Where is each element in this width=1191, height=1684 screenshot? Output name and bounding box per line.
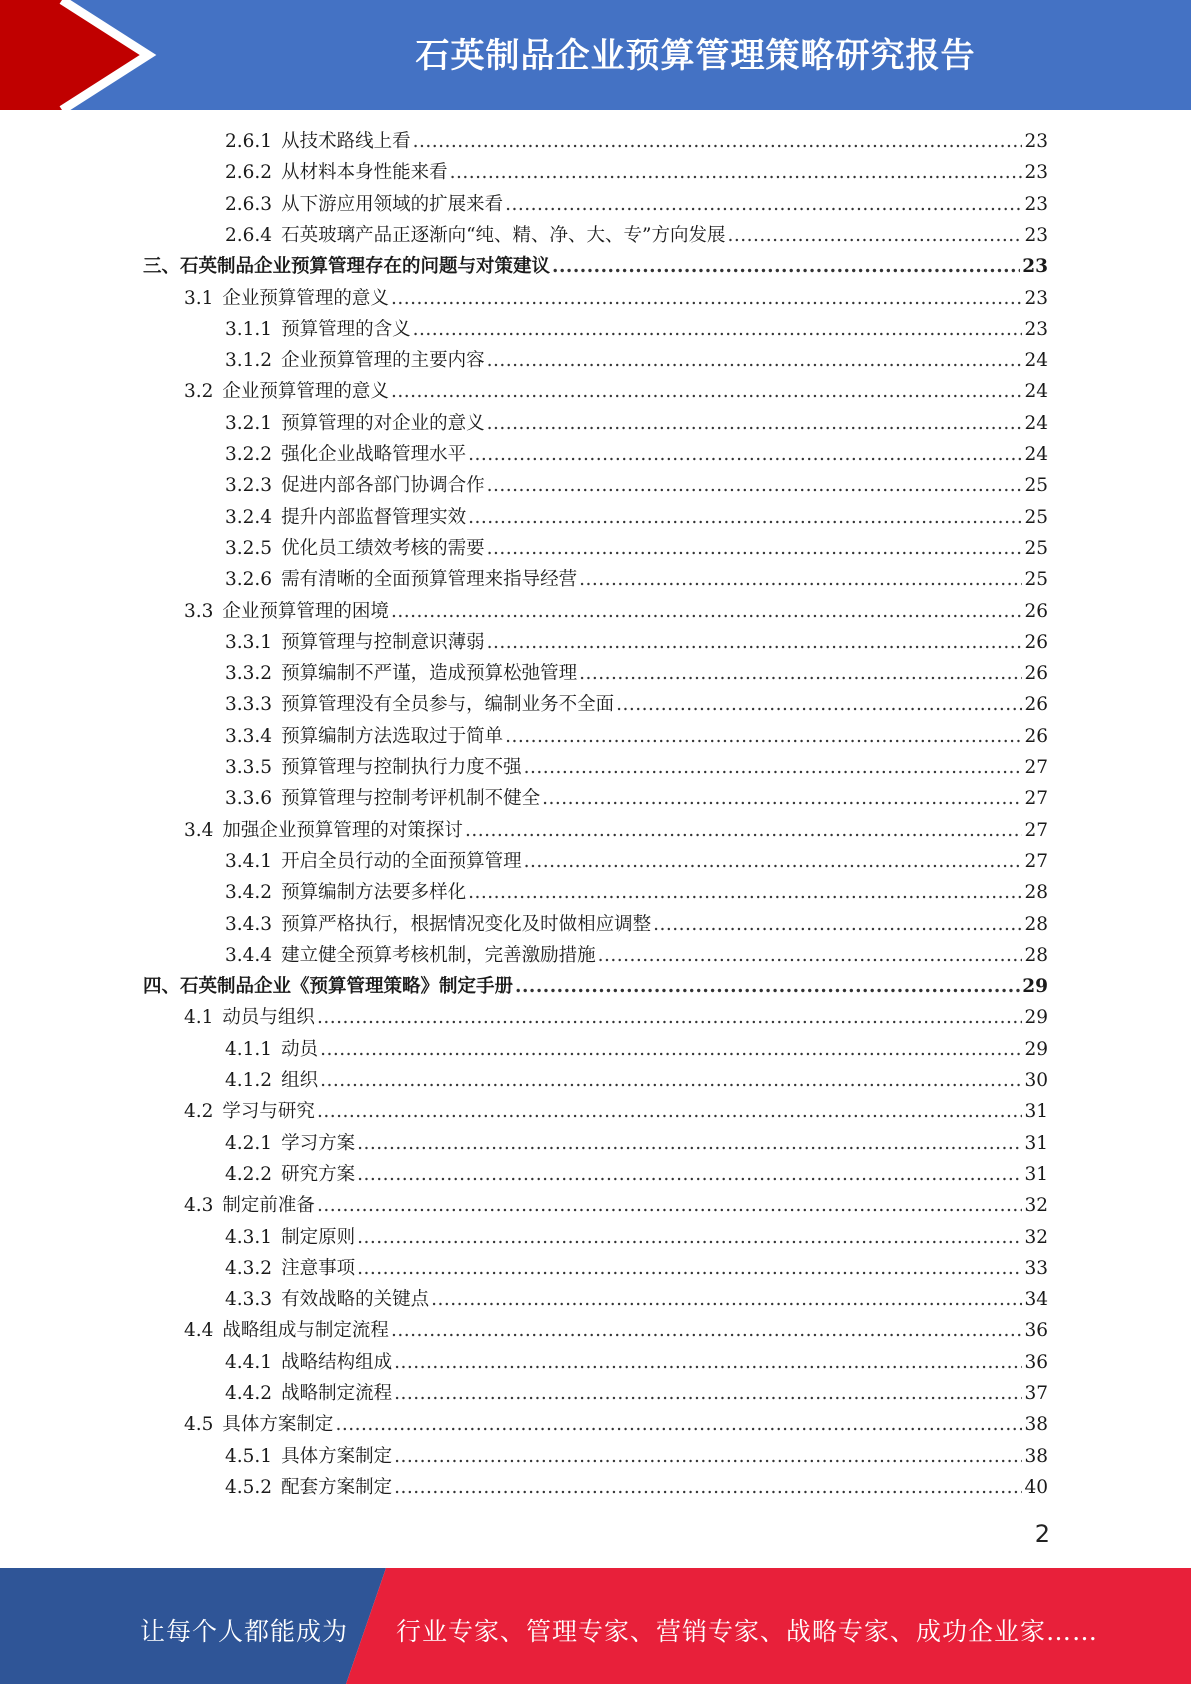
toc-entry-page: 23 (1024, 224, 1048, 246)
page-number: 2 (1034, 1520, 1050, 1548)
toc-entry[interactable] (225, 659, 1048, 689)
toc-dot-leader (616, 690, 1022, 720)
toc-entry[interactable] (225, 941, 1048, 971)
toc-dot-leader (487, 471, 1023, 501)
toc-entry-page: 28 (1024, 944, 1048, 966)
toc-entry-title: 制定原则 (281, 1226, 356, 1248)
toc-dot-leader (468, 503, 1022, 533)
toc-entry-page: 27 (1024, 757, 1048, 778)
toc-entry-page: 25 (1024, 475, 1048, 497)
toc-entry[interactable] (184, 597, 1048, 627)
toc-dot-leader (357, 1129, 1022, 1159)
toc-entry-title: 从材料本身性能来看 (281, 162, 448, 184)
toc-entry[interactable] (225, 127, 1048, 157)
toc-dot-leader (317, 1191, 1023, 1221)
toc-dot-leader (394, 1473, 1022, 1503)
toc-entry-number: 3.2 (184, 381, 214, 403)
toc-entry-page: 26 (1024, 631, 1048, 653)
toc-dot-leader (468, 878, 1022, 908)
toc-entry-page: 24 (1024, 381, 1048, 403)
toc-entry-title: 预算严格执行，根据情况变化及时做相应调整 (281, 913, 652, 935)
toc-entry[interactable] (225, 1223, 1048, 1253)
toc-entry-title: 企业预算管理的意义 (222, 287, 389, 309)
toc-entry[interactable] (184, 1316, 1048, 1346)
toc-entry-title: 企业预算管理的主要内容 (281, 350, 485, 372)
toc-entry-page: 31 (1024, 1163, 1048, 1185)
toc-entry-number: 3.3.1 (225, 631, 273, 653)
toc-entry-page: 38 (1024, 1414, 1048, 1436)
toc-entry[interactable] (225, 565, 1048, 595)
toc-dot-leader (317, 1003, 1023, 1033)
toc-dot-leader (320, 1035, 1022, 1065)
toc-entry-page: 34 (1024, 1289, 1048, 1311)
toc-entry-number: 4.2.2 (225, 1163, 273, 1185)
toc-entry-title: 从技术路线上看 (281, 131, 411, 152)
toc-entry-title: 建立健全预算考核机制，完善激励措施 (281, 944, 596, 966)
toc-dot-leader (391, 597, 1023, 627)
toc-entry-number: 3.2.2 (225, 444, 273, 465)
toc-entry[interactable] (225, 722, 1048, 752)
toc-entry-number: 3.4.4 (225, 944, 273, 966)
toc-entry-title: 强化企业战略管理水平 (281, 444, 467, 465)
toc-entry[interactable] (184, 1410, 1048, 1440)
toc-entry[interactable] (225, 315, 1048, 345)
toc-entry-title: 战略制定流程 (281, 1383, 393, 1404)
toc-entry[interactable] (184, 1003, 1048, 1033)
toc-entry-page: 28 (1024, 913, 1048, 935)
toc-entry[interactable] (225, 753, 1048, 783)
toc-entry-page: 23 (1024, 287, 1048, 309)
toc-dot-leader (357, 1223, 1022, 1253)
toc-dot-leader (431, 1285, 1022, 1315)
toc-entry-number: 3.2.4 (225, 506, 273, 528)
toc-entry-number: 4.3.2 (225, 1257, 273, 1279)
toc-entry-number: 3.1.2 (225, 350, 273, 372)
toc-dot-leader (465, 816, 1023, 846)
toc-entry-number: 3.4 (184, 819, 214, 841)
toc-entry-page: 36 (1024, 1351, 1048, 1373)
toc-entry[interactable] (225, 1442, 1048, 1472)
toc-entry-page: 30 (1024, 1070, 1048, 1091)
toc-entry-title: 石英玻璃产品正逐渐向“纯、精、净、大、专”方向发展 (281, 224, 726, 246)
toc-entry[interactable] (184, 1097, 1048, 1127)
toc-entry-page: 26 (1024, 694, 1048, 716)
toc-entry-page: 27 (1024, 819, 1048, 841)
toc-entry[interactable] (225, 690, 1048, 720)
toc-dot-leader (579, 659, 1022, 689)
toc-entry-page: 28 (1024, 882, 1048, 904)
toc-dot-leader (317, 1097, 1023, 1127)
toc-entry-number: 4.3.3 (225, 1289, 273, 1311)
toc-entry[interactable] (225, 158, 1048, 188)
toc-entry-title: 配套方案制定 (281, 1476, 393, 1498)
toc-entry-page: 23 (1024, 318, 1048, 340)
toc-entry-page: 27 (1024, 850, 1048, 872)
toc-entry-number: 3.1.1 (225, 318, 273, 340)
toc-entry-title: 具体方案制定 (222, 1414, 334, 1436)
toc-entry[interactable] (225, 1160, 1048, 1190)
toc-entry-number: 4.5 (184, 1414, 214, 1436)
toc-entry-title: 学习与研究 (222, 1101, 315, 1123)
toc-entry-title: 具体方案制定 (281, 1445, 393, 1467)
toc-entry-title: 预算管理与控制意识薄弱 (281, 631, 485, 653)
toc-entry-number: 4.1 (184, 1007, 214, 1029)
toc-entry[interactable] (225, 1379, 1048, 1409)
toc-entry-title: 优化员工绩效考核的需要 (281, 537, 485, 559)
toc-entry-title: 研究方案 (281, 1163, 356, 1185)
toc-entry[interactable] (225, 847, 1048, 877)
toc-entry-number: 3.2.1 (225, 412, 273, 434)
toc-entry-number: 4.5.1 (225, 1445, 273, 1467)
toc-entry-title: 有效战略的关键点 (281, 1289, 430, 1311)
toc-dot-leader (505, 190, 1022, 220)
toc-dot-leader (487, 628, 1023, 658)
toc-entry-page: 29 (1024, 1007, 1048, 1029)
toc-entry-number: 4.4.1 (225, 1351, 273, 1373)
toc-dot-leader (394, 1348, 1022, 1378)
toc-dot-leader (542, 784, 1022, 814)
toc-entry-page: 26 (1024, 725, 1048, 747)
toc-entry[interactable] (225, 784, 1048, 814)
toc-entry-title: 加强企业预算管理的对策探讨 (222, 819, 463, 841)
toc-entry-page: 37 (1024, 1383, 1048, 1404)
toc-entry-number: 3.2.5 (225, 537, 273, 559)
toc-entry[interactable] (184, 284, 1048, 314)
toc-entry-page: 29 (1022, 976, 1048, 998)
toc-entry-number: 2.6.3 (225, 193, 273, 215)
toc-dot-leader (450, 158, 1023, 188)
toc-dot-leader (357, 1160, 1022, 1190)
toc-entry-page: 29 (1024, 1038, 1048, 1060)
toc-entry-page: 32 (1024, 1195, 1048, 1217)
toc-entry[interactable] (225, 1285, 1048, 1315)
toc-entry-title: 动员与组织 (222, 1007, 315, 1029)
toc-entry[interactable] (225, 346, 1048, 376)
page-footer (0, 1568, 1191, 1684)
toc-entry-title: 组织 (281, 1070, 319, 1091)
toc-entry[interactable] (225, 534, 1048, 564)
toc-dot-leader (320, 1066, 1022, 1096)
toc-entry[interactable] (225, 1035, 1048, 1065)
toc-entry-page: 24 (1024, 444, 1048, 465)
toc-entry-title: 预算编制方法选取过于简单 (281, 725, 504, 747)
toc-dot-leader (487, 409, 1023, 439)
toc-entry-page: 25 (1024, 537, 1048, 559)
toc-entry-title: 预算管理没有全员参与，编制业务不全面 (281, 694, 615, 716)
toc-entry-title: 动员 (281, 1038, 319, 1060)
toc-entry[interactable] (184, 816, 1048, 846)
toc-entry[interactable] (225, 409, 1048, 439)
toc-entry-number: 2.6.1 (225, 131, 273, 152)
toc-entry-page: 23 (1024, 131, 1048, 152)
report-title: 石英制品企业预算管理策略研究报告 (415, 36, 976, 76)
toc-dot-leader (413, 315, 1023, 345)
toc-entry-number: 3.3.4 (225, 725, 273, 747)
page-header (0, 0, 1191, 110)
toc-entry-title: 促进内部各部门协调合作 (281, 475, 485, 497)
toc-entry[interactable] (225, 503, 1048, 533)
toc-dot-leader (505, 722, 1022, 752)
toc-entry-title: 企业预算管理的困境 (222, 600, 389, 622)
toc-entry[interactable] (143, 252, 1048, 282)
toc-entry-page: 26 (1024, 600, 1048, 622)
toc-entry[interactable] (225, 910, 1048, 940)
toc-entry-page: 23 (1022, 256, 1048, 278)
toc-entry[interactable] (225, 1473, 1048, 1503)
toc-entry-number: 3.3.6 (225, 788, 273, 810)
toc-entry[interactable] (225, 1254, 1048, 1284)
toc-entry[interactable] (225, 628, 1048, 658)
toc-entry-title: 注意事项 (281, 1257, 356, 1279)
toc-dot-leader (394, 1379, 1022, 1409)
toc-entry[interactable] (225, 878, 1048, 908)
toc-entry-number: 4.3.1 (225, 1226, 273, 1248)
toc-dot-leader (552, 252, 1020, 282)
toc-entry-number: 4.4 (184, 1320, 214, 1342)
toc-entry-number: 2.6.4 (225, 224, 273, 246)
toc-entry-number: 4.2.1 (225, 1132, 273, 1154)
toc-dot-leader (357, 1254, 1022, 1284)
toc-entry-page: 32 (1024, 1226, 1048, 1248)
toc-entry-number: 3.3.3 (225, 694, 273, 716)
toc-entry-title: 提升内部监督管理实效 (281, 506, 467, 528)
toc-entry[interactable] (225, 1066, 1048, 1096)
toc-dot-leader (653, 910, 1022, 940)
toc-entry-title: 四、石英制品企业《预算管理策略》制定手册 (143, 976, 514, 998)
toc-entry-title: 制定前准备 (222, 1195, 315, 1217)
toc-dot-leader (524, 753, 1023, 783)
footer-tagline: 行业专家、管理专家、营销专家、战略专家、成功企业家…… (396, 1617, 1099, 1646)
toc-entry-number: 4.1.1 (225, 1038, 273, 1060)
toc-entry-title: 从下游应用领域的扩展来看 (281, 193, 504, 215)
toc-entry-title: 三、石英制品企业预算管理存在的问题与对策建议 (143, 256, 551, 278)
toc-entry[interactable] (143, 972, 1048, 1002)
toc-dot-leader (524, 847, 1023, 877)
toc-entry-number: 4.5.2 (225, 1476, 273, 1498)
toc-entry-title: 需有清晰的全面预算管理来指导经营 (281, 569, 578, 591)
toc-entry-page: 25 (1024, 569, 1048, 591)
toc-dot-leader (515, 972, 1020, 1002)
toc-entry-page: 27 (1024, 788, 1048, 810)
toc-entry-number: 2.6.2 (225, 162, 273, 184)
toc-entry-page: 33 (1024, 1257, 1048, 1279)
toc-entry-number: 3.3.2 (225, 663, 273, 685)
toc-entry-page: 36 (1024, 1320, 1048, 1342)
toc-entry[interactable] (225, 440, 1048, 470)
footer-slogan: 让每个人都能成为 (140, 1617, 349, 1646)
toc-entry-number: 4.2 (184, 1101, 214, 1123)
toc-entry[interactable] (225, 1129, 1048, 1159)
toc-entry-page: 31 (1024, 1132, 1048, 1154)
toc-entry[interactable] (184, 377, 1048, 407)
toc-entry[interactable] (225, 1348, 1048, 1378)
toc-entry-title: 战略组成与制定流程 (222, 1320, 389, 1342)
toc-dot-leader (487, 346, 1023, 376)
toc-dot-leader (598, 941, 1023, 971)
toc-entry-title: 开启全员行动的全面预算管理 (281, 850, 522, 872)
toc-entry-page: 31 (1024, 1101, 1048, 1123)
toc-dot-leader (394, 1442, 1022, 1472)
toc-entry-page: 40 (1024, 1476, 1048, 1498)
toc-entry-number: 4.4.2 (225, 1383, 273, 1404)
toc-entry-number: 3.2.6 (225, 569, 273, 591)
toc-dot-leader (487, 534, 1023, 564)
toc-entry-title: 预算管理与控制考评机制不健全 (281, 788, 541, 810)
toc-entry-title: 预算编制方法要多样化 (281, 882, 467, 904)
toc-entry[interactable] (184, 1191, 1048, 1221)
toc-entry-number: 4.1.2 (225, 1070, 273, 1091)
toc-entry-number: 3.3 (184, 600, 214, 622)
toc-entry[interactable] (225, 471, 1048, 501)
toc-dot-leader (391, 1316, 1023, 1346)
toc-entry-title: 预算管理的对企业的意义 (281, 412, 485, 434)
toc-entry-page: 23 (1024, 162, 1048, 184)
toc-entry-title: 预算管理与控制执行力度不强 (281, 757, 522, 778)
toc-entry-page: 24 (1024, 350, 1048, 372)
toc-entry-number: 3.2.3 (225, 475, 273, 497)
toc-dot-leader (579, 565, 1022, 595)
toc-entry-page: 26 (1024, 663, 1048, 685)
toc-dot-leader (413, 127, 1023, 157)
toc-entry-number: 3.1 (184, 287, 214, 309)
toc-entry-number: 3.4.3 (225, 913, 273, 935)
toc-entry[interactable] (225, 221, 1048, 251)
toc-entry-number: 4.3 (184, 1195, 214, 1217)
toc-entry-page: 23 (1024, 193, 1048, 215)
toc-entry-title: 预算编制不严谨，造成预算松弛管理 (281, 663, 578, 685)
toc-entry-title: 战略结构组成 (281, 1351, 393, 1373)
toc-entry-page: 38 (1024, 1445, 1048, 1467)
toc-entry[interactable] (225, 190, 1048, 220)
toc-entry-title: 企业预算管理的意义 (222, 381, 389, 403)
toc-dot-leader (728, 221, 1023, 251)
toc-dot-leader (468, 440, 1022, 470)
toc-dot-leader (335, 1410, 1022, 1440)
toc-entry-number: 3.3.5 (225, 757, 273, 778)
toc-entry-number: 3.4.1 (225, 850, 273, 872)
toc-entry-title: 预算管理的含义 (281, 318, 411, 340)
toc-entry-number: 3.4.2 (225, 882, 273, 904)
toc-entry-title: 学习方案 (281, 1132, 356, 1154)
toc-dot-leader (391, 284, 1023, 314)
toc-dot-leader (391, 377, 1023, 407)
toc-entry-page: 24 (1024, 412, 1048, 434)
toc-entry-page: 25 (1024, 506, 1048, 528)
